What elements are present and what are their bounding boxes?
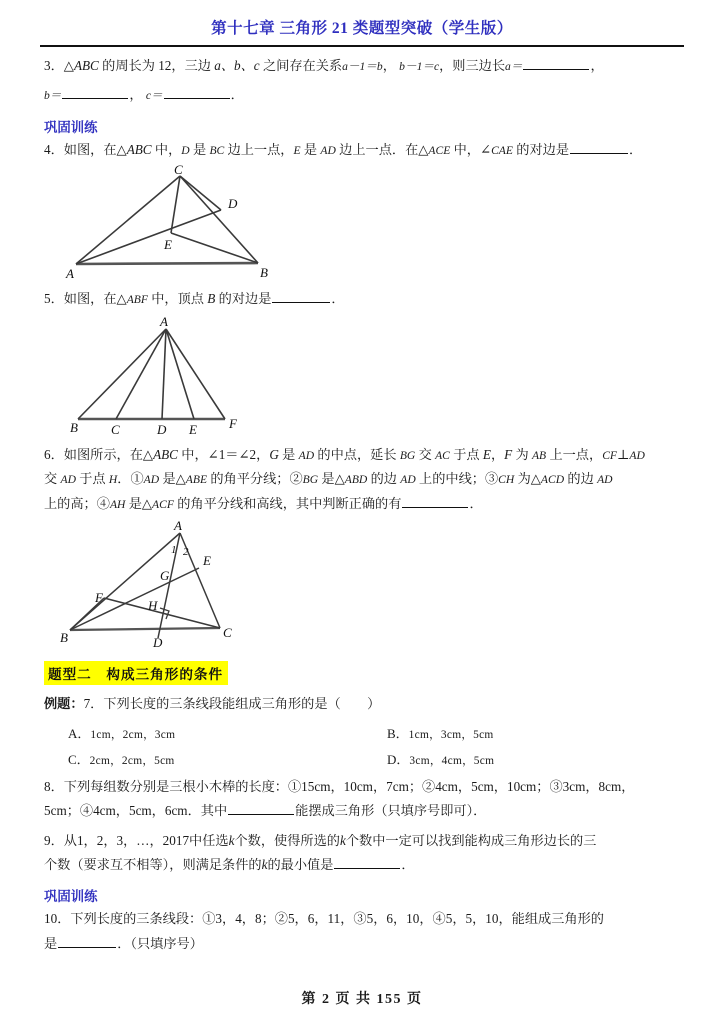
p6-l1-j: ⊥ (617, 446, 630, 462)
problem-4-text (44, 140, 682, 160)
p6-l2-c: ．① (117, 471, 144, 487)
figure-problem-6 (44, 520, 682, 648)
answer-blank-p4[interactable] (570, 143, 628, 154)
p6-l2-ad2: AD (143, 473, 160, 487)
p6-ad: AD (298, 448, 315, 462)
p10-l2-b: ．（只填序号） (117, 935, 203, 951)
figure-4-label-E: E (164, 237, 172, 253)
choice-d-letter: D． (387, 751, 410, 767)
figure-6-label-B: B (60, 630, 68, 646)
choice-c[interactable] (44, 749, 363, 768)
p6-f-pt: F (504, 446, 513, 462)
p4-f: 边上一点．在△ (335, 141, 429, 157)
figure-6-label-C: C (223, 625, 232, 641)
p6-l2-j: 的边 (564, 471, 598, 487)
figure-problem-4 (44, 164, 682, 280)
p6-e-pt: E (482, 446, 491, 462)
p4-d2: 边上一点， (224, 141, 294, 157)
p4-b: 中， (151, 141, 182, 157)
answer-blank-p3-a[interactable] (523, 59, 589, 70)
p6-l2-abd: ABD (344, 473, 368, 487)
choice-a-letter: A． (68, 725, 91, 741)
p9-k-2: k (339, 832, 346, 848)
choice-d[interactable] (363, 749, 682, 768)
choice-row-2 (44, 749, 682, 768)
p4-g: 中，∠ (450, 141, 492, 157)
p4-end: ． (629, 141, 643, 157)
page-title: 第十七章 三角形 21 类题型突破（学生版） (211, 20, 513, 37)
choice-b[interactable] (363, 723, 682, 742)
p6-l1-f: 于点 (449, 446, 483, 462)
p4-d: D (181, 143, 190, 157)
p6-l2-a: 交 (44, 471, 61, 487)
figure-5-label-F: F (229, 415, 237, 431)
problem-5-text (44, 289, 682, 309)
p6-l2-h2: 上的中线；③ (415, 471, 499, 487)
problem-7-choices (44, 723, 682, 768)
p6-l2-g: 的边 (367, 471, 401, 487)
p3-a-equals: a＝ (505, 60, 523, 73)
p6-l2-ad3: AD (400, 473, 416, 487)
answer-blank-p6[interactable] (402, 497, 468, 508)
figure-6-label-G: G (160, 568, 170, 584)
p4-e: E (293, 143, 301, 157)
p6-l1-a: 6．如图所示，在△ (44, 446, 154, 462)
section-heading-practice-1: 巩固训练 (44, 119, 98, 135)
answer-blank-p3-b[interactable] (62, 88, 128, 99)
figure-6-label-H: H (148, 598, 158, 614)
p3-c-equals: c＝ (145, 89, 163, 103)
figure-5-label-A: A (160, 315, 168, 329)
p6-g: G (269, 446, 279, 462)
p3-vars: a、b、c (214, 58, 260, 73)
p6-ad-2: AD (629, 448, 645, 462)
problem-10-line-2 (44, 934, 682, 954)
p3-relation-1: a－1＝b (342, 60, 383, 73)
section-heading-practice-2: 巩固训练 (44, 889, 98, 905)
answer-blank-p10[interactable] (58, 937, 116, 948)
problem-6-line-3 (44, 494, 682, 514)
figure-6-label-D: D (153, 635, 163, 649)
p7-text: 7．下列长度的三条线段能组成三角形的是（ ） (83, 696, 381, 712)
p6-l2-acd: ACD (540, 473, 565, 487)
figure-4-label-B: B (260, 265, 268, 281)
problem-8-line-2 (44, 801, 682, 821)
problem-9-line-2 (44, 855, 682, 875)
p3-abc: ABC (73, 58, 99, 73)
p4-bc: BC (209, 143, 225, 157)
figure-problem-5 (44, 316, 682, 436)
choice-a-values: 1cm，2cm，3cm (90, 728, 176, 741)
p6-l1-e: 交 (415, 446, 436, 462)
figure-6-angle-1: 1 (171, 544, 177, 557)
problem-6-line-1 (44, 445, 682, 465)
p9-k-1: k (228, 832, 235, 848)
p6-l1-b: 中，∠1＝∠2， (177, 446, 270, 462)
p6-l2-ch: CH (498, 473, 515, 487)
p3-comma: ， (382, 58, 400, 73)
answer-blank-p8[interactable] (228, 804, 294, 815)
p9-l2-a: 个数（要求互不相等），则满足条件的 (44, 856, 262, 872)
p6-l1-c: 是 (278, 446, 299, 462)
problem-3-line-1 (44, 56, 682, 76)
p4-c: 是 (189, 141, 210, 157)
figure-5-label-D: D (157, 421, 167, 436)
p8-l2-b: 能摆成三角形（只填序号即可）． (295, 803, 487, 819)
problem-10-line-1: 10．下列长度的三条线段：①3，4，8；②5，6，11，③5，6，10，④5，5，10，能组成三角形的 (44, 911, 604, 927)
choice-a[interactable] (44, 723, 363, 742)
p9-l2-end: ． (401, 856, 415, 872)
problem-8-line-1: 8．下列每组数分别是三根小木棒的长度：①15cm，10cm，7cm；②4cm，5cm，10cm；③3cm，8cm， (44, 778, 635, 794)
type-2-heading: 题型二 构成三角形的条件 (44, 661, 228, 685)
p4-ace: ACE (428, 143, 451, 157)
p3-text-a: 3．△ (44, 58, 74, 73)
p9-l1-b: 个数，使得所选的 (234, 832, 340, 848)
p3-mid: ， (129, 87, 146, 103)
answer-blank-p5[interactable] (272, 292, 330, 303)
type-2-heading-wrap (44, 648, 682, 685)
answer-blank-p3-c[interactable] (164, 88, 230, 99)
p6-l1-d: 的中点，延长 (314, 446, 400, 462)
figure-4-label-A: A (66, 266, 74, 281)
p9-l2-b: 的最小值是 (267, 856, 334, 872)
p4-abc: ABC (126, 141, 152, 157)
figure-4-label-D: D (228, 196, 238, 212)
p3-text-b: 的周长为 12，三边 (98, 58, 215, 73)
p4-a: 4．如图，在△ (44, 141, 127, 157)
p5-c: 的对边是 (215, 291, 272, 307)
p6-bg: BG (399, 448, 416, 462)
figure-5-label-C: C (111, 421, 120, 436)
p6-l1-i: 上一点， (546, 446, 603, 462)
p5-vertex-b: B (207, 291, 216, 307)
p6-ac: AC (435, 448, 450, 462)
p6-l2-ad4: AD (597, 473, 613, 487)
document-content (0, 56, 724, 954)
p6-l3-b: 是△ (125, 495, 153, 511)
p6-l1-h: 为 (512, 446, 532, 462)
p9-k-3: k (261, 856, 268, 872)
p4-cae: CAE (491, 143, 513, 157)
choice-d-values: 3cm，4cm，5cm (409, 754, 495, 767)
p6-l2-i: 为△ (514, 471, 541, 487)
p6-l3-acf: ACF (152, 497, 174, 511)
choice-row-1 (44, 723, 682, 742)
p6-l2-h: H (108, 473, 118, 487)
figure-6-label-E: E (203, 553, 211, 569)
p4-h: 的对边是 (512, 141, 570, 157)
problem-3-line-2 (44, 85, 682, 105)
problem-7-text (44, 694, 682, 714)
p5-abf: ABF (126, 293, 148, 307)
figure-4-label-C: C (174, 164, 183, 178)
p5-a: 5．如图，在△ (44, 291, 127, 307)
p3-text-d: ，则三边长 (439, 58, 506, 73)
p6-l3-c: 的角平分线和高线，其中判断正确的有 (173, 495, 402, 511)
p6-l3-ah: AH (109, 497, 126, 511)
p6-l2-abe: ABE (185, 473, 208, 487)
p9-l1-a: 9．从1，2，3，…，2017中任选 (44, 832, 229, 848)
p6-l1-g2: ， (490, 446, 505, 462)
p3-relation-2: b－1＝c (399, 60, 440, 73)
header-divider (40, 45, 684, 47)
example-label: 例题： (44, 696, 84, 712)
figure-6-angle-2: 2 (183, 546, 189, 559)
figure-5-label-E: E (189, 421, 197, 436)
figure-6-label-A: A (174, 520, 182, 534)
p6-l3-end: ． (469, 495, 483, 511)
p5-b: 中，顶点 (147, 291, 208, 307)
problem-9-line-1 (44, 831, 682, 851)
figure-6-label-F: F (95, 590, 103, 606)
p6-cf: CF (602, 448, 618, 462)
p6-l2-b: 于点 (75, 471, 109, 487)
p5-end: ． (331, 291, 345, 307)
p4-e2: 是 (300, 141, 321, 157)
answer-blank-p9[interactable] (334, 858, 400, 869)
p6-abc: ABC (153, 446, 178, 462)
p3-tail: ， (590, 58, 604, 73)
p3-text-c: 之间存在关系 (259, 58, 343, 73)
p6-l2-ad: AD (60, 473, 76, 487)
p3-b-equals: b＝ (44, 89, 62, 103)
choice-b-letter: B． (387, 725, 409, 741)
choice-c-values: 2cm，2cm，5cm (89, 754, 175, 767)
p6-l3-a: 上的高；④ (44, 495, 110, 511)
p8-l2-a: 5cm；④4cm，5cm，6cm．其中 (44, 803, 228, 819)
p6-l2-bg: BG (302, 473, 319, 487)
p6-l2-d: 是△ (159, 471, 186, 487)
p6-ab: AB (531, 448, 547, 462)
p4-ad: AD (320, 143, 336, 157)
p10-l2-a: 是 (44, 935, 58, 951)
p9-l1-c: 个数中一定可以找到能构成三角形边长的三 (345, 832, 597, 848)
page-footer: 第 2 页 共 155 页 (301, 992, 423, 1007)
p6-l2-f: 是△ (318, 471, 345, 487)
problem-6-line-2 (44, 469, 682, 489)
p3-end: ． (230, 87, 244, 103)
figure-5-label-B: B (70, 419, 78, 435)
p6-l2-e: 的角平分线；② (207, 471, 303, 487)
choice-c-letter: C． (68, 751, 90, 767)
choice-b-values: 1cm，3cm，5cm (408, 728, 494, 741)
